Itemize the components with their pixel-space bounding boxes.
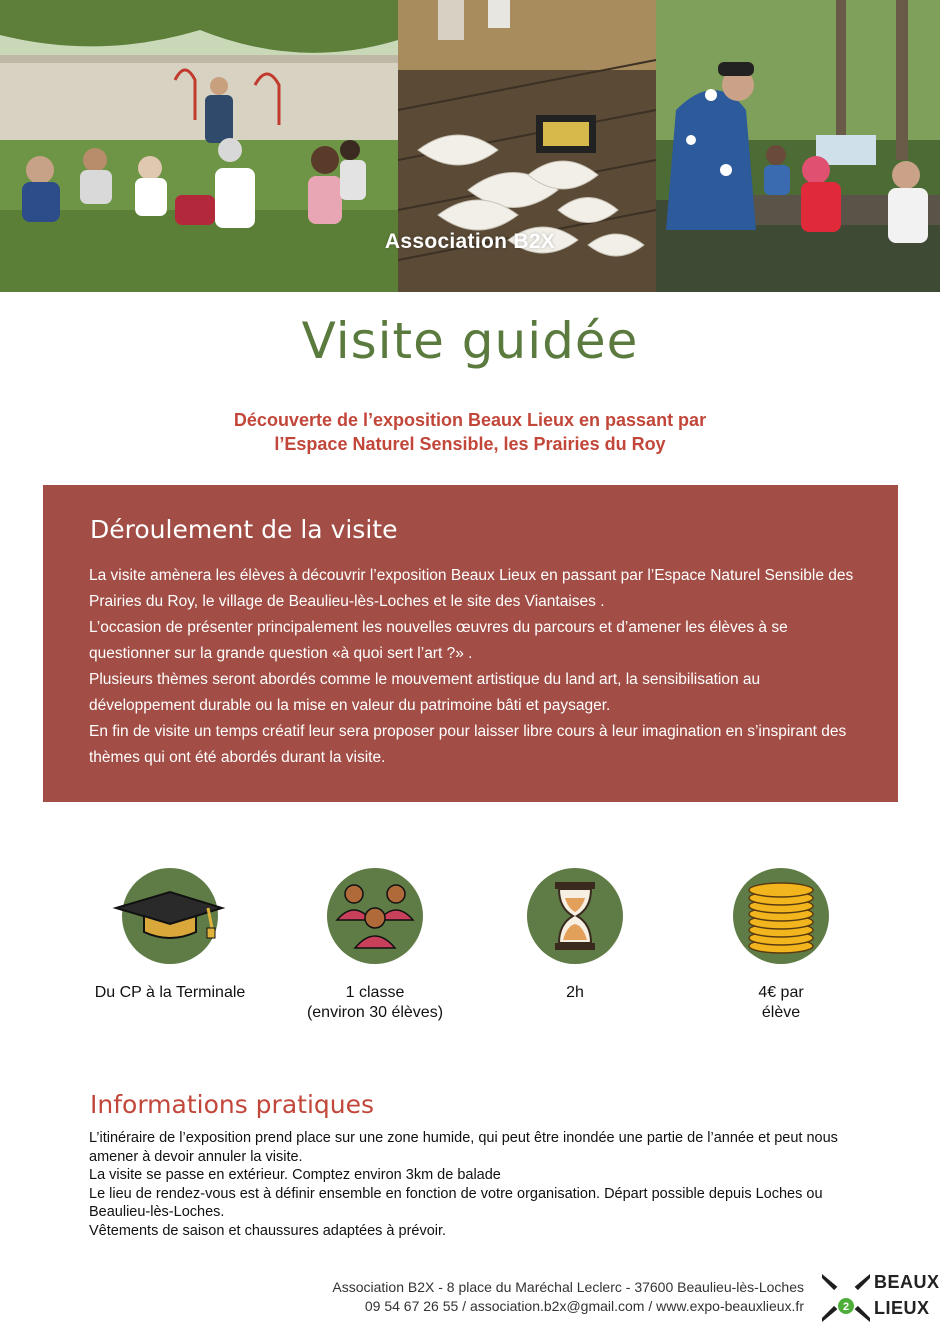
deroulement-text (89, 563, 859, 771)
info-text (89, 1129, 859, 1240)
info-line: L’itinéraire de l’exposition prend place sur une zone humide, qui peut être inondée une partie de l’année et peut nous amener à devoir annuler la visite. (89, 1130, 838, 1165)
coins-icon (733, 868, 829, 964)
logo-word-lieux: LIEUX (874, 1298, 930, 1318)
feature-group-label (285, 983, 465, 1023)
page-subtitle (120, 408, 820, 456)
logo-mark-icon (818, 1270, 874, 1326)
photo-banner (0, 0, 940, 292)
deroulement-section (43, 485, 898, 802)
page-title: Visite guidée (301, 312, 639, 370)
beaux-lieux-logo (818, 1270, 940, 1326)
deroulement-paragraph: L’occasion de présenter principalement les nouvelles œuvres du parcours et d’amener les élèves à se questionner sur la grande question «à quoi sert l’art ?» . (89, 619, 788, 662)
info-heading: Informations pratiques (90, 1090, 375, 1119)
deroulement-paragraph: En fin de visite un temps créatif leur sera proposer pour laisser libre cours à leur imagination en s’inspirant des thèmes qui ont été abordés durant la visite. (89, 723, 847, 766)
info-line: La visite se passe en extérieur. Comptez environ 3km de balade (89, 1167, 501, 1183)
feature-level-label (80, 983, 260, 1003)
logo-badge: 2 (842, 1301, 850, 1313)
feature-duration (485, 868, 665, 1003)
banner-caption: Association B2X (384, 230, 556, 253)
info-line: Le lieu de rendez-vous est à définir ensemble en fonction de votre organisation. Départ possible depuis Loches ou Beaulieu-lès-Loches. (89, 1185, 823, 1220)
feature-duration-line-1: 2h (566, 984, 584, 1001)
feature-group (285, 868, 465, 1023)
footer-contact (332, 1278, 804, 1316)
deroulement-heading: Déroulement de la visite (90, 515, 398, 544)
info-line: Vêtements de saison et chaussures adaptées à prévoir. (89, 1222, 447, 1239)
feature-price-line-1: 4€ par (758, 984, 804, 1001)
footer-address: Association B2X - 8 place du Maréchal Leclerc - 37600 Beaulieu-lès-Loches (332, 1279, 804, 1295)
feature-price-line-2: élève (761, 1004, 801, 1021)
feature-group-line-1: 1 classe (345, 984, 405, 1001)
feature-duration-label (485, 983, 665, 1003)
deroulement-paragraph: Plusieurs thèmes seront abordés comme le mouvement artistique du land art, la sensibilisation au développement durable ou la mise en valeur du patrimoine bâti et paysager. (89, 671, 761, 714)
footer-contact-details: 09 54 67 26 55 / association.b2x@gmail.com / www.expo-beauxlieux.fr (364, 1298, 804, 1314)
feature-level-line-1: Du CP à la Terminale (94, 984, 246, 1001)
graduation-cap-icon (122, 868, 218, 964)
subtitle-line-1: Découverte de l’exposition Beaux Lieux en passant par (233, 410, 707, 430)
feature-level (80, 868, 260, 1003)
subtitle-line-2: l’Espace Naturel Sensible, les Prairies du Roy (274, 434, 666, 454)
feature-price-label (691, 983, 871, 1023)
logo-word-beaux: BEAUX (874, 1272, 940, 1292)
feature-price (691, 868, 871, 1023)
deroulement-paragraph: La visite amènera les élèves à découvrir l’exposition Beaux Lieux en passant par l’Espace Naturel Sensible des Prairies du Roy, le village de Beaulieu-lès-Loches et le site des Viantaises . (89, 567, 854, 610)
students-group-icon (327, 868, 423, 964)
hourglass-icon (527, 868, 623, 964)
feature-group-line-2: (environ 30 élèves) (306, 1004, 444, 1021)
